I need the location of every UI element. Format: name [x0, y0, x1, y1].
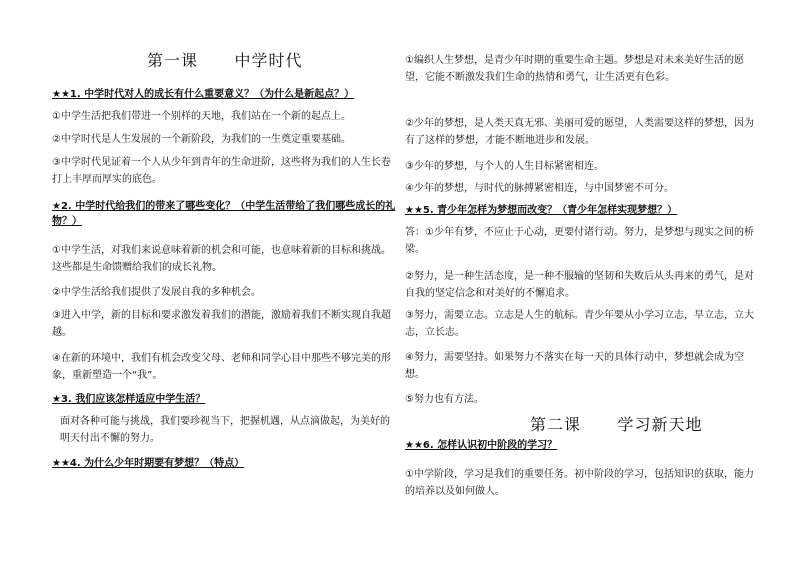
q5-item-3: ③努力，需要立志。立志是人生的航标。青少年要从小学习立志，早立志，立大志，立长志。: [405, 310, 754, 338]
q1-item-1: ①中学生活把我们带进一个别样的天地，我们站在一个新的起点上。: [52, 111, 351, 122]
q2-item-1: ①中学生活，对我们来说意味着新的机会和可能，也意味着新的目标和挑战。这些都是生命馈赠给我们的成长礼物。: [52, 245, 391, 273]
q1-item-3: ③中学时代见证着一个人从少年到青年的生命进阶，这些将为我们的人生长卷打上丰厚而厚实的底色。: [52, 157, 391, 185]
question-5: ★★5. 青少年怎样为梦想而改变？（青少年怎样实现梦想？）: [405, 205, 678, 216]
q2-item-3: ③进入中学，新的目标和要求激发着我们的潜能，激励着我们不断实现自我超越。: [52, 310, 391, 338]
q5-item-4: ④努力，需要坚持。如果努力不落实在每一天的具体行动中，梦想就会成为空想。: [405, 352, 744, 380]
q5-item-1: 答：①少年有梦，不应止于心动，更要付诸行动。努力，是梦想与现实之间的桥梁。: [405, 227, 754, 255]
q6-item-1: ①中学阶段，学习是我们的重要任务。初中阶段的学习，包括知识的获取，能力的培养以及如何做人。: [405, 469, 754, 497]
lesson-2-title: 第二课 学习新天地: [530, 415, 703, 434]
lesson-1-title: 第一课 中学时代: [147, 51, 303, 70]
question-6: ★★6. 怎样认识初中阶段的学习？: [405, 440, 558, 451]
dream-item-1: ①编织人生梦想，是青少年时期的重要生命主题。梦想是对未来美好生活的愿望，它能不断激发我们生命的热情和勇气，让生活更有色彩。: [405, 55, 744, 83]
dream-item-3: ③少年的梦想，与个人的人生目标紧密相连。: [405, 161, 604, 172]
question-2: ★2. 中学时代给我们的带来了哪些变化？（中学生活带给了我们哪些成长的礼物？）: [52, 201, 396, 227]
q5-item-2: ②努力，是一种生活态度，是一种不服输的坚韧和失败后从头再来的勇气，是对自我的坚定信念和对美好的不懈追求。: [405, 271, 754, 299]
dream-item-4: ④少年的梦想，与时代的脉搏紧密相连，与中国梦密不可分。: [405, 183, 674, 194]
question-3: ★3. 我们应该怎样适应中学生活？: [52, 394, 206, 405]
q1-item-2: ②中学时代是人生发展的一个新阶段，为我们的一生奠定重要基础。: [52, 134, 351, 145]
q3-text: 面对各种可能与挑战，我们要珍视当下，把握机遇，从点滴做起，为美好的明天付出不懈的努力。: [60, 416, 390, 444]
q2-item-4: ④在新的环境中，我们有机会改变父母、老师和同学心目中那些不够完美的形象，重新塑造一个“我”。: [52, 353, 391, 381]
question-1: ★★1. 中学时代对人的成长有什么重要意义？（为什么是新起点？）: [52, 89, 355, 100]
dream-item-2: ②少年的梦想，是人类天真无邪、美丽可爱的愿望，人类需要这样的梦想，因为有了这样的梦想，才能不断地进步和发展。: [405, 118, 754, 146]
question-4: ★★4. 为什么少年时期要有梦想？（特点）: [52, 458, 245, 469]
q5-item-5: ⑤努力也有方法。: [405, 394, 484, 405]
q2-item-2: ②中学生活给我们提供了发展自我的多种机会。: [52, 287, 261, 298]
